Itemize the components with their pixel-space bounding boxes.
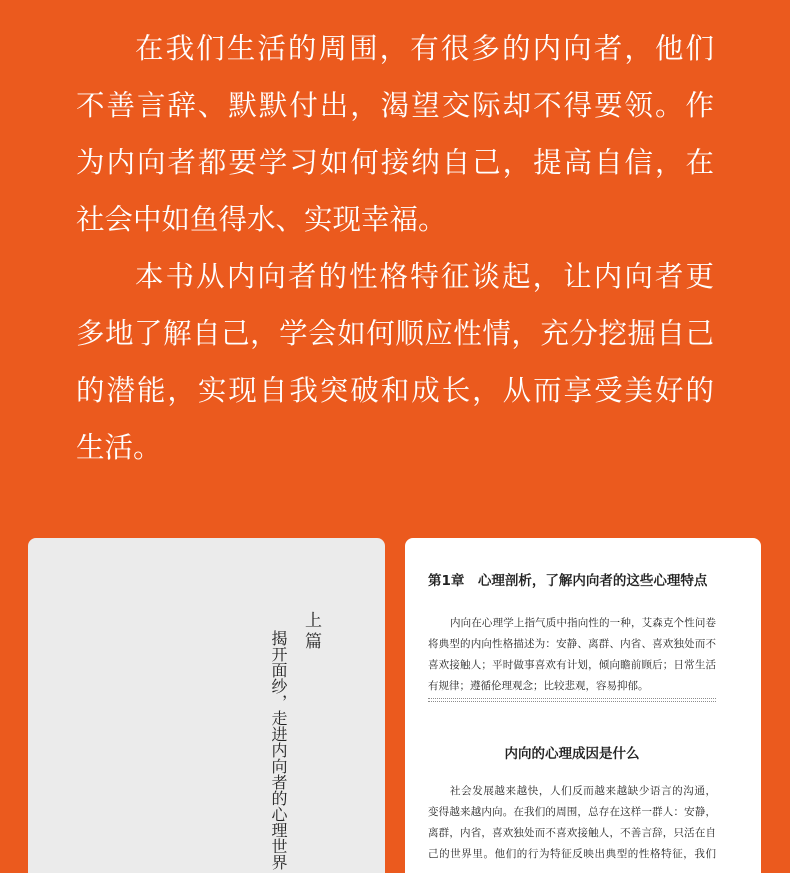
page-previews [0,538,790,873]
part-title-page-preview [28,538,385,873]
dotted-divider [428,698,716,702]
section-body-line: 变得越来越内向。在我们的周围，总存在这样一群人：安静， [428,806,716,818]
book-description [76,20,714,476]
description-line: 本书从内向者的性格特征谈起，让内向者更 [135,260,714,293]
chapter-intro [428,613,716,697]
description-line: 生活。 [76,431,162,464]
chapter-intro-line: 有规律；遵循伦理观念；比较悲观，容易抑郁。 [428,680,649,692]
description-paragraph [76,248,714,476]
section-body-line: 己的世界里。他们的行为特征反映出典型的性格特征，我们 [428,848,716,860]
chapter-title: 第1章 心理剖析，了解内向者的这些心理特点 [428,573,708,589]
description-line: 的潜能，实现自我突破和成长，从而享受美好的 [76,374,714,407]
description-line: 不善言辞、默默付出，渴望交际却不得要领。作 [76,89,714,122]
section-title: 内向的心理成因是什么 [504,746,640,762]
description-line: 社会中如鱼得水、实现幸福。 [76,203,447,236]
description-paragraph [76,20,714,248]
description-line: 在我们生活的周围，有很多的内向者，他们 [135,32,714,65]
chapter-page-preview [405,538,761,873]
section-body-line: 离群，内省，喜欢独处而不喜欢接触人，不善言辞，只活在自 [428,827,716,839]
chapter-intro-line: 将典型的内向性格描述为：安静、离群、内省、喜欢独处而不 [428,638,716,650]
part-label: 上篇 [301,611,321,653]
section-body [428,781,716,865]
section-body-line: 社会发展越来越快，人们反而越来越缺少语言的沟通， [450,785,716,797]
chapter-intro-line: 内向在心理学上指气质中指向性的一种，艾森克个性问卷 [450,617,716,629]
part-title: 揭开面纱，走进内向者的心理世界 [269,630,288,870]
description-line: 为内向者都要学习如何接纳自己，提高自信，在 [76,146,714,179]
chapter-intro-line: 喜欢接触人；平时做事喜欢有计划，倾向瞻前顾后；日常生活 [428,659,716,671]
description-line: 多地了解自己，学会如何顺应性情，充分挖掘自己 [76,317,714,350]
